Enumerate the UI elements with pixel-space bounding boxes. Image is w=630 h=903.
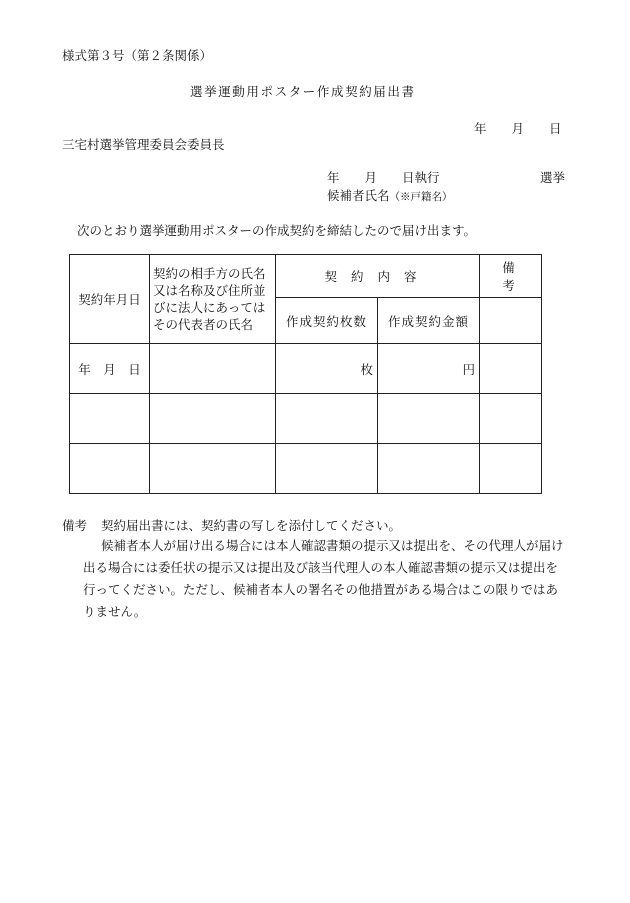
counterparty-header <box>150 255 276 344</box>
table-row <box>70 394 542 444</box>
counterparty-cell <box>150 344 276 394</box>
contract-count-cell: 枚 <box>276 344 378 394</box>
remarks-cell <box>480 394 542 444</box>
addressee: 三宅村選挙管理委員会委員長 <box>62 137 225 152</box>
contract-date-cell: 年 月 日 <box>70 344 150 394</box>
remarks-cell <box>480 444 542 494</box>
counterparty-header-line: びに法人にあっては <box>153 300 266 315</box>
notes-line-1: 契約届出書には、契約書の写しを添付してください。 <box>101 518 402 533</box>
contract-table <box>69 254 542 494</box>
page-title: 選挙運動用ポスター作成契約届出書 <box>190 84 416 99</box>
remarks-cell <box>480 298 542 344</box>
intro-text: 次のとおり選挙運動用ポスターの作成契約を締結したので届け出ます。 <box>77 223 477 238</box>
submission-date-line: 年 月 日 <box>474 121 562 136</box>
contract-count-header: 作成契約枚数 <box>276 298 378 344</box>
notes-label: 備考 <box>62 518 88 533</box>
candidate-name-label: 候補者氏名 <box>327 188 390 203</box>
election-executed-date: 年 月 日執行 <box>327 170 440 185</box>
contract-count-cell <box>276 394 378 444</box>
contract-date-cell <box>70 444 150 494</box>
form-number: 様式第３号（第２条関係） <box>62 48 213 63</box>
counterparty-header-line: 契約の相手方の氏名 <box>153 266 266 281</box>
koseki-name-note: （※戸籍名） <box>389 191 453 203</box>
remarks-header: 備考 <box>480 255 542 298</box>
contract-amount-header: 作成契約金額 <box>378 298 480 344</box>
table-row <box>70 344 542 394</box>
contract-count-cell <box>276 444 378 494</box>
notes-paragraph: 候補者本人が届け出る場合には本人確認書類の提示又は提出を、その代理人が届け出る場合には委任状の提示又は提出及び該当代理人の本人確認書類の提示又は提出を行ってください。ただし、候補者本人の署名その他措置がある場合はこの限りではありません。 <box>83 538 564 619</box>
table-header-row <box>70 255 542 298</box>
remarks-cell <box>480 344 542 394</box>
election-label: 選挙 <box>540 170 566 185</box>
contract-date-cell <box>70 394 150 444</box>
counterparty-cell <box>150 394 276 444</box>
counterparty-header-line: 又は名称及び住所並 <box>153 283 266 298</box>
table-row <box>70 444 542 494</box>
candidate-name-field <box>327 186 453 204</box>
counterparty-cell <box>150 444 276 494</box>
contract-amount-cell <box>378 444 480 494</box>
contract-date-header: 契約年月日 <box>70 255 150 344</box>
contract-amount-cell <box>378 394 480 444</box>
counterparty-header-line: その代表者の氏名 <box>153 317 254 332</box>
contract-amount-cell: 円 <box>378 344 480 394</box>
contract-content-header: 契約内容 <box>276 255 480 298</box>
